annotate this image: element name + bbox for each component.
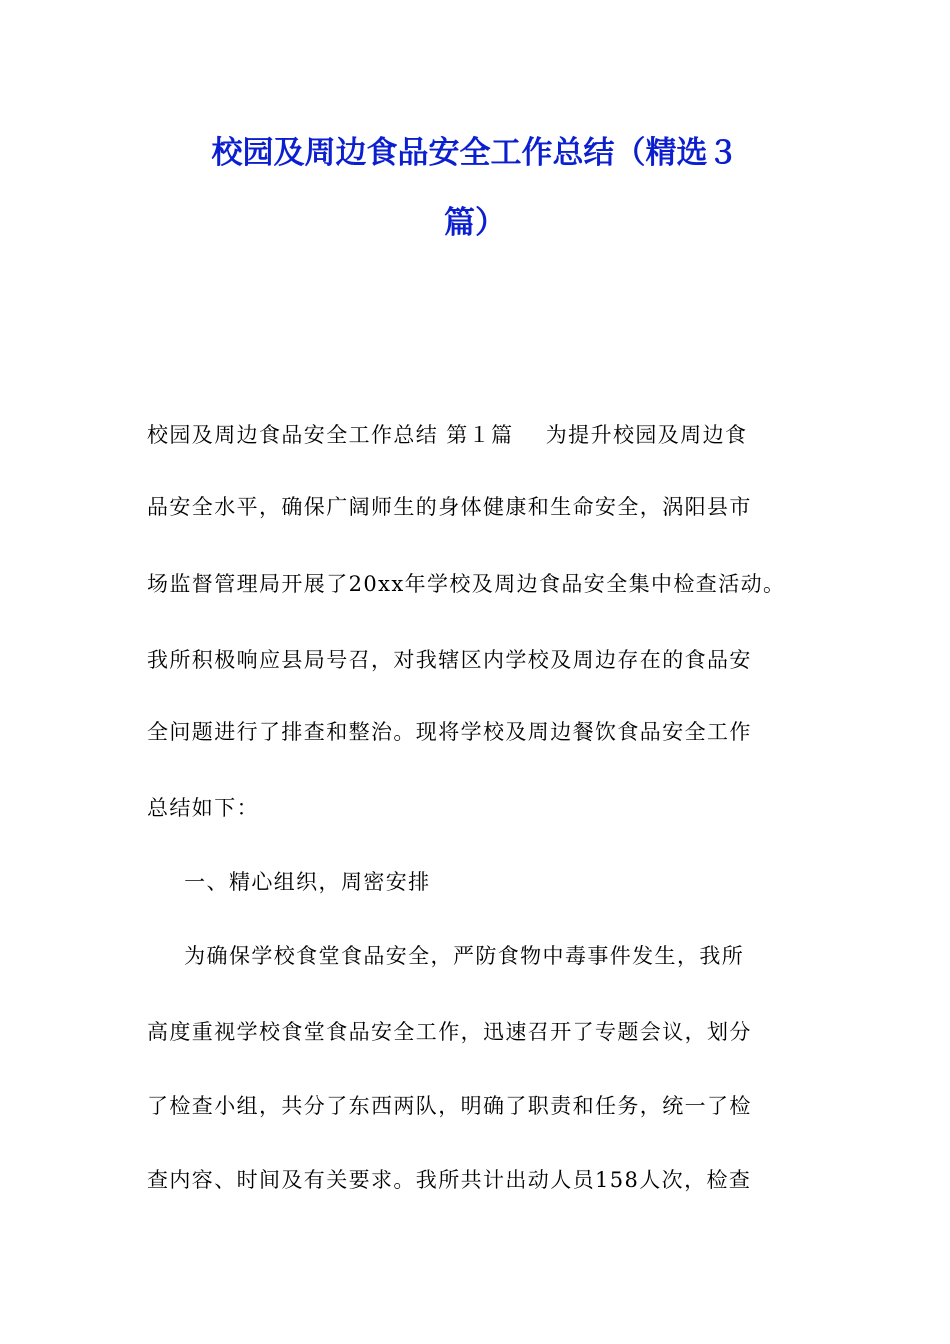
body-line-1: 校园及周边食品安全工作总结 第１篇 为提升校园及周边食 — [147, 423, 748, 447]
body-line-11: 查内容、时间及有关要求。我所共计出动人员158人次，检查 — [147, 1168, 752, 1192]
body-line-3: 场监督管理局开展了20xx年学校及周边食品安全集中检查活动。 — [147, 572, 786, 596]
body-line-6: 总结如下： — [147, 796, 259, 820]
document-title-line-2: 篇） — [444, 205, 506, 241]
section-heading: 一、精心组织，周密安排 — [168, 870, 431, 894]
body-line-5: 全问题进行了排查和整治。现将学校及周边餐饮食品安全工作 — [147, 720, 752, 744]
body-line-9: 高度重视学校食堂食品安全工作，迅速召开了专题会议，划分 — [147, 1020, 752, 1044]
body-line-4: 我所积极响应县局号召，对我辖区内学校及周边存在的食品安 — [147, 648, 752, 672]
body-line-2: 品安全水平，确保广阔师生的身体健康和生命安全，涡阳县市 — [147, 495, 752, 519]
document-title-line-1: 校园及周边食品安全工作总结（精选３ — [211, 135, 739, 171]
body-line-8: 为确保学校食堂食品安全，严防食物中毒事件发生，我所 — [168, 944, 745, 968]
body-line-10: 了检查小组，共分了东西两队，明确了职责和任务，统一了检 — [147, 1094, 752, 1118]
